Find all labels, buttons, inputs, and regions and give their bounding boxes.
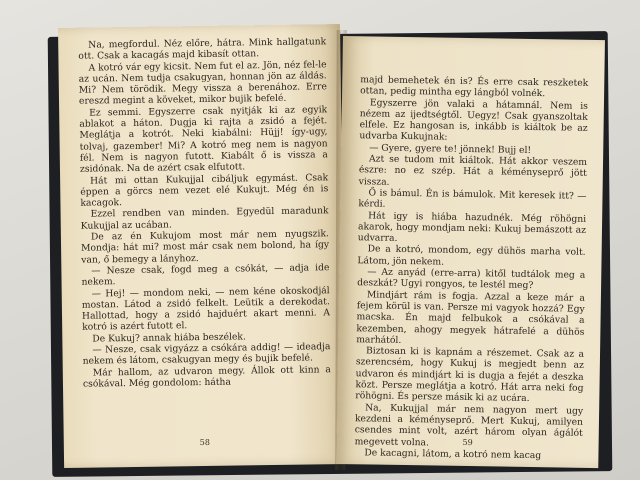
paragraph: Hát igy is hiába hazudnék. Még röhögni akarok, hogy mondjam neki: Kukuj bemászott az udvarra. [357,209,587,245]
paragraph: A kotró vár egy kicsit. Nem fut el az. Jön, néz fel-le az ucán. Nem tudja csakugyan, honnan jön az áldás. Mi? Nem törödik. Megy vissza a berenához. Erre ereszd megint a köveket, mikor bujik befelé. [78,58,327,108]
paragraph: De a kotró, mondom, egy dühös marha volt. Látom, jön nekem. [357,243,586,268]
left-page [58,24,346,468]
page-number: 58 [199,437,210,447]
paragraph: — Hej! — mondom neki, — nem kéne okoskodjál mostan. Látod a zsidó felkelt. Leütik a derekodat. Hallottad, hogy a zsidó hajduért akart menni. A kotró is azért futott el. [81,284,331,334]
paragraph: — Nesze, csak vigyázz a csókára addig! — ideadja nekem és látom, csakugyan megy és bujik befelé. [82,341,331,368]
paragraph: Ez semmi. Egyszerre csak nyitják ki az egyik ablakot a háton. Dugja ki rajta a zsidó a fejét. Meglátja a kotrót. Neki kiabálni: Hüjj! így-ugy, tolvaj, gazember! Mi? A kotró meg nem is nagyon fél. Nem is nagyon futott. Kiabált ő is vissza a zsidónak. Na de azért csak elfutott. [79,104,328,175]
paragraph: Mindjárt rám is fogja. Azzal a keze már a fejem körül is van. Persze mi vagyok hozzá? Egy macska. Én majd felbukok a csókával a kezemben, ahogy megyek hátrafelé a dühös marhától. [356,289,586,346]
right-page-text [354,74,588,462]
paragraph: Ezzel rendben van minden. Egyedül maradunk Kukujjal az ucában. [80,205,329,232]
paragraph: — Gyere, gyere te! jönnek! Bujj el! [369,142,532,156]
page-number: 59 [462,437,473,447]
paragraph: Na, Kukujjal már nem nagyon mert ugy kezdeni a kéményseprő. Mert Kukuj, amilyen csendes mint volt, azért három olyan ágálót megevett volna. [354,402,584,448]
left-page-text [78,36,331,390]
paragraph: Ő is bámul. Én is bámulok. Mit keresek itt? — kérdi. [358,187,587,210]
paragraph: — Nesze csak, fogd meg a csókát, — adja ide nekem. [81,262,330,288]
paragraph: De kacagni, látom, a kotró nem kacag [364,447,542,461]
right-page [336,36,605,468]
paragraph: — Az anyád (erre-arra) kitől tudtálok meg a deszkát? Ugyi rongyos, te lestél meg? [357,266,586,292]
paragraph: De Kukuj? annak hiába beszélek. [92,331,246,345]
paragraph: Egyszerre jön valaki a hátamnál. Nem is nézem az ijedtségtől. Uegyz! Csak gyanszoltak elfele. Ez hangosan is, inkább is kiáltok be az udvarba Kukujnak: [359,97,589,144]
paragraph: majd bemehetek én is? És erre csak reszketek ottan, pedig mintha egy lángból volnék. [360,74,589,100]
paragraph: Biztosan ki is kapnám a részemet. Csak az a szerencsém, hogy Kukuj is megjedt benn az udvaron és mindjárt ki is dugja a fejét a deszka közt. Persze meglátja a kotró. Hát arra neki fog röhögni. És persze másik ki az ucára. [355,345,585,405]
paragraph: De az én Kukujom most már nem nyugszik. Mondja: hát mi? most már csak nem bolond, ha így van, ő bemegy a lányhoz. [81,228,330,266]
paragraph: Már hallom, az udvaron megy. Állok ott kinn a csókával. Még gondolom: hátha [82,363,331,390]
paragraph: Azt se tudom mit kiáltok. Hát akkor veszem észre: no ez szép. Hát a kéményseprő jött vissza. [358,153,588,188]
paragraph: Na, megfordul. Néz előre, hátra. Mink hallgatunk ott. Csak a kacagás majd kibasít ottan. [78,36,327,63]
paragraph: Hát mi ottan Kukujjal cibáljuk egymást. Csak éppen a görcs nem vezet elé Kukujt. Még én is kacagok. [80,171,329,209]
